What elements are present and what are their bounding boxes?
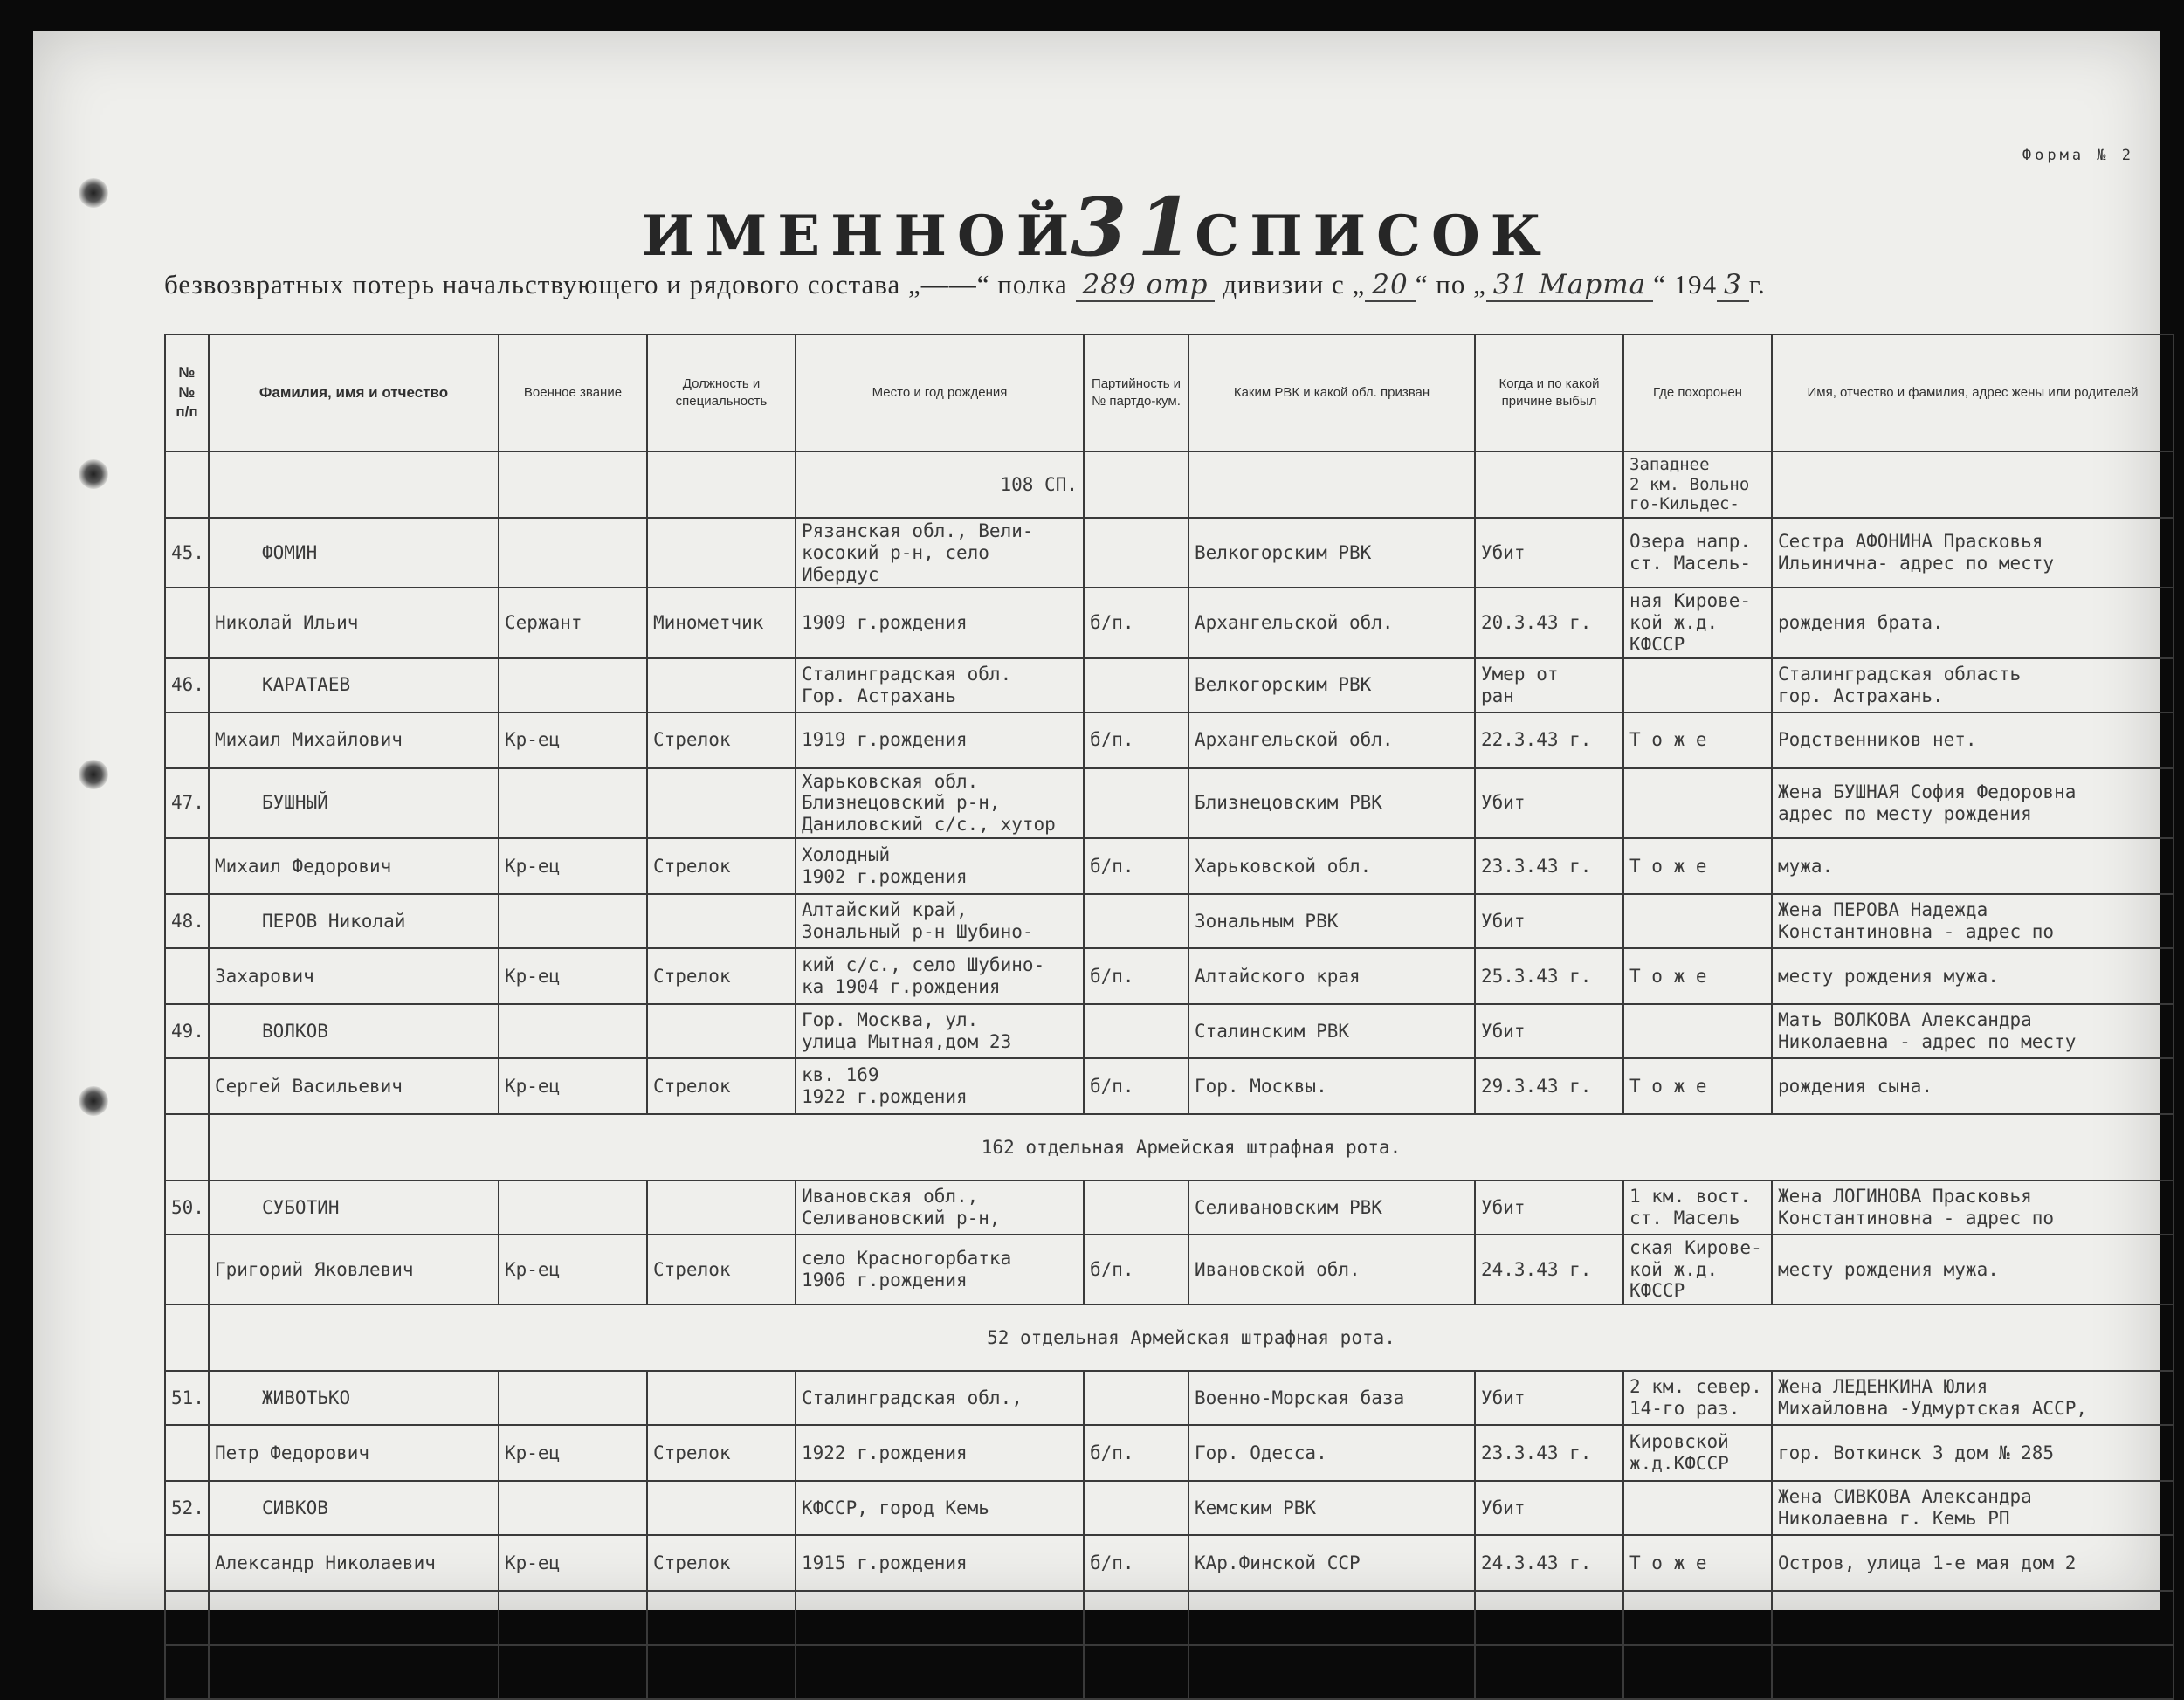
- table-header-row: [165, 334, 2174, 451]
- cell-burial: [1623, 1481, 1772, 1535]
- section-row: [165, 1304, 2174, 1371]
- subtitle-text-6: г.: [1748, 269, 1766, 299]
- cell-number: 49.: [165, 1004, 209, 1058]
- subtitle-date-from: 20: [1365, 269, 1415, 302]
- cell-kin: месту рождения мужа.: [1772, 1235, 2174, 1304]
- cell-kin: Мать ВОЛКОВА Александра Николаевна - адрес по месту: [1772, 1004, 2174, 1058]
- cell-party: [1084, 1004, 1188, 1058]
- cell-number: 50.: [165, 1180, 209, 1235]
- cell-birth: Сталинградская обл. Гор. Астрахань: [796, 658, 1084, 712]
- table-row: [165, 518, 2174, 588]
- cell-name: Михаил Федорович: [209, 838, 499, 894]
- table-row: [165, 658, 2174, 712]
- cell-rank: Кр-ец: [499, 1425, 647, 1481]
- cell-burial: [1623, 768, 1772, 838]
- cell-when: 25.3.43 г.: [1475, 948, 1623, 1004]
- cell-kin: Родственников нет.: [1772, 712, 2174, 768]
- cell-party: б/п.: [1084, 838, 1188, 894]
- subtitle-date-to: 31 Марта: [1486, 269, 1653, 302]
- table-row: [165, 948, 2174, 1004]
- header-party: Партийность и № партдо-кум.: [1084, 334, 1188, 451]
- cell-birth: Рязанская обл., Вели- косокий р-н, село Ибердус: [796, 518, 1084, 588]
- cell-birth: село Красногорбатка 1906 г.рождения: [796, 1235, 1084, 1304]
- cell-party: [1084, 894, 1188, 948]
- cell-number: [165, 712, 209, 768]
- cell-when: 24.3.43 г.: [1475, 1535, 1623, 1591]
- cell-burial: Т о ж е: [1623, 712, 1772, 768]
- section-row: [165, 451, 2174, 518]
- cell-party: б/п.: [1084, 1425, 1188, 1481]
- cell-rank: [499, 1180, 647, 1235]
- cell-kin: Жена ЛЕДЕНКИНА Юлия Михайловна -Удмуртская АССР,: [1772, 1371, 2174, 1425]
- header-rvk: Каким РВК и какой обл. призван: [1188, 334, 1475, 451]
- cell-rank: [499, 658, 647, 712]
- cell-position: [647, 1371, 796, 1425]
- cell-burial: 2 км. север. 14-го раз.: [1623, 1371, 1772, 1425]
- cell-position: Стрелок: [647, 838, 796, 894]
- cell-position: Стрелок: [647, 948, 796, 1004]
- cell-name: Захарович: [209, 948, 499, 1004]
- section-label: 162 отдельная Армейская штрафная рота.: [209, 1114, 2174, 1180]
- cell-name: СУБОТИН: [209, 1180, 499, 1235]
- table-row: [165, 768, 2174, 838]
- cell-position: Стрелок: [647, 712, 796, 768]
- cell-birth: Сталинградская обл.,: [796, 1371, 1084, 1425]
- cell-name: ФОМИН: [209, 518, 499, 588]
- punch-hole: [79, 1086, 108, 1116]
- blank-row: [165, 1591, 2174, 1645]
- cell-when: 29.3.43 г.: [1475, 1058, 1623, 1114]
- cell-burial: [1623, 658, 1772, 712]
- cell-party: б/п.: [1084, 948, 1188, 1004]
- cell-rank: Сержант: [499, 588, 647, 657]
- cell-burial: Кировской ж.д.КФССР: [1623, 1425, 1772, 1481]
- cell-number: 52.: [165, 1481, 209, 1535]
- cell-name: СИВКОВ: [209, 1481, 499, 1535]
- cell-birth: Ивановская обл., Селивановский р-н,: [796, 1180, 1084, 1235]
- cell-name: Николай Ильич: [209, 588, 499, 657]
- cell-when: 20.3.43 г.: [1475, 588, 1623, 657]
- cell-when: Убит: [1475, 518, 1623, 588]
- cell-name: ВОЛКОВ: [209, 1004, 499, 1058]
- cell-when: 23.3.43 г.: [1475, 1425, 1623, 1481]
- cell-burial: ная Кирове- кой ж.д. КФССР: [1623, 588, 1772, 657]
- cell-when: Убит: [1475, 1004, 1623, 1058]
- cell-birth: Холодный 1902 г.рождения: [796, 838, 1084, 894]
- cell-kin: Жена СИВКОВА Александра Николаевна г. Кемь РП: [1772, 1481, 2174, 1535]
- cell-rvk: Сталинским РВК: [1188, 1004, 1475, 1058]
- cell-party: [1084, 1371, 1188, 1425]
- cell-rank: [499, 1481, 647, 1535]
- cell-rank: Кр-ец: [499, 1058, 647, 1114]
- cell-kin: Остров, улица 1-е мая дом 2: [1772, 1535, 2174, 1591]
- subtitle-text-4: “ по „: [1415, 269, 1486, 299]
- cell-rank: Кр-ец: [499, 1535, 647, 1591]
- cell-number: [165, 588, 209, 657]
- cell-kin: Сестра АФОНИНА Прасковья Ильинична- адрес по месту: [1772, 518, 2174, 588]
- cell-position: [647, 1180, 796, 1235]
- cell-position: [647, 518, 796, 588]
- table-row: [165, 1004, 2174, 1058]
- cell-birth: Алтайский край, Зональный р-н Шубино-: [796, 894, 1084, 948]
- cell-kin: месту рождения мужа.: [1772, 948, 2174, 1004]
- cell-party: [1084, 1481, 1188, 1535]
- cell-position: Стрелок: [647, 1425, 796, 1481]
- table-row: [165, 894, 2174, 948]
- cell-position: [647, 1481, 796, 1535]
- cell-rvk: Алтайского края: [1188, 948, 1475, 1004]
- cell-party: б/п.: [1084, 1235, 1188, 1304]
- cell-position: Стрелок: [647, 1535, 796, 1591]
- cell-name: ЖИВОТЬКО: [209, 1371, 499, 1425]
- subtitle-text-5: “ 194: [1653, 269, 1718, 299]
- cell-position: Минометчик: [647, 588, 796, 657]
- cell-number: 48.: [165, 894, 209, 948]
- table-row: [165, 1058, 2174, 1114]
- cell-party: [1084, 1180, 1188, 1235]
- cell-number: 46.: [165, 658, 209, 712]
- cell-burial: Т о ж е: [1623, 1535, 1772, 1591]
- header-number: №№ п/п: [165, 334, 209, 451]
- cell-rvk: Гор. Одесса.: [1188, 1425, 1475, 1481]
- cell-rank: [499, 894, 647, 948]
- cell-burial: Т о ж е: [1623, 838, 1772, 894]
- cell-number: [165, 948, 209, 1004]
- cell-number: 45.: [165, 518, 209, 588]
- document-subtitle: [164, 269, 1766, 300]
- cell-rvk: Велкогорским РВК: [1188, 658, 1475, 712]
- header-name: Фамилия, имя и отчество: [209, 334, 499, 451]
- cell-party: б/п.: [1084, 1058, 1188, 1114]
- cell-number: [165, 1235, 209, 1304]
- cell-rank: Кр-ец: [499, 1235, 647, 1304]
- subtitle-blank: ——: [920, 269, 977, 299]
- cell-birth: Харьковская обл. Близнецовский р-н, Даниловский с/с., хутор: [796, 768, 1084, 838]
- title-right: СПИСОК: [1195, 203, 1553, 269]
- cell-rvk: Гор. Москвы.: [1188, 1058, 1475, 1114]
- cell-burial: Озера напр. ст. Масель-: [1623, 518, 1772, 588]
- cell-birth: Гор. Москва, ул. улица Мытная,дом 23: [796, 1004, 1084, 1058]
- cell-rvk: Зональным РВК: [1188, 894, 1475, 948]
- cell-burial: ская Кирове- кой ж.д. КФССР: [1623, 1235, 1772, 1304]
- cell-birth: 1915 г.рождения: [796, 1535, 1084, 1591]
- cell-when: Убит: [1475, 1180, 1623, 1235]
- blank-row: [165, 1645, 2174, 1699]
- cell-name: Михаил Михайлович: [209, 712, 499, 768]
- cell-rank: [499, 1004, 647, 1058]
- section-label: 108 СП.: [796, 451, 1084, 518]
- table-row: [165, 712, 2174, 768]
- table-row: [165, 838, 2174, 894]
- cell-kin: Жена ПЕРОВА Надежда Константиновна - адрес по: [1772, 894, 2174, 948]
- cell-number: 47.: [165, 768, 209, 838]
- cell-when: Убит: [1475, 1481, 1623, 1535]
- cell-kin: Жена ЛОГИНОВА Прасковья Константиновна - адрес по: [1772, 1180, 2174, 1235]
- cell-rvk: Кемским РВК: [1188, 1481, 1475, 1535]
- header-kin: Имя, отчество и фамилия, адрес жены или родителей: [1772, 334, 2174, 451]
- table-row: [165, 588, 2174, 657]
- cell-party: [1084, 768, 1188, 838]
- cell-position: Стрелок: [647, 1235, 796, 1304]
- cell-birth: 1922 г.рождения: [796, 1425, 1084, 1481]
- cell-number: [165, 838, 209, 894]
- cell-rvk: Ивановской обл.: [1188, 1235, 1475, 1304]
- cell-kin: рождения брата.: [1772, 588, 2174, 657]
- header-rank: Военное звание: [499, 334, 647, 451]
- document-sheet: [33, 31, 2160, 1610]
- table-row: [165, 1481, 2174, 1535]
- title-handwritten-number: 31: [1071, 180, 1204, 274]
- cell-rvk: Архангельской обл.: [1188, 712, 1475, 768]
- cell-kin: Жена БУШНАЯ София Федоровна адрес по месту рождения: [1772, 768, 2174, 838]
- cell-burial: Т о ж е: [1623, 1058, 1772, 1114]
- losses-table: [164, 334, 2174, 1700]
- cell-name: ПЕРОВ Николай: [209, 894, 499, 948]
- header-when: Когда и по какой причине выбыл: [1475, 334, 1623, 451]
- cell-rank: [499, 518, 647, 588]
- cell-name: Александр Николаевич: [209, 1535, 499, 1591]
- cell-rank: [499, 1371, 647, 1425]
- document-title: [33, 180, 2160, 274]
- cell-when: 24.3.43 г.: [1475, 1235, 1623, 1304]
- header-position: Должность и специальность: [647, 334, 796, 451]
- subtitle-text-3: дивизии с „: [1223, 269, 1366, 299]
- cell-name: Григорий Яковлевич: [209, 1235, 499, 1304]
- cell-number: [165, 1058, 209, 1114]
- cell-kin: мужа.: [1772, 838, 2174, 894]
- table-row: [165, 1235, 2174, 1304]
- punch-hole: [79, 760, 108, 789]
- cell-party: [1084, 658, 1188, 712]
- cell-position: Стрелок: [647, 1058, 796, 1114]
- subtitle-text-1: безвозвратных потерь начальствующего и рядового состава „: [164, 269, 921, 299]
- cell-rank: [499, 768, 647, 838]
- cell-party: б/п.: [1084, 588, 1188, 657]
- subtitle-division: 289 отр: [1076, 269, 1216, 302]
- cell-birth: 1909 г.рождения: [796, 588, 1084, 657]
- cell-rvk: Архангельской обл.: [1188, 588, 1475, 657]
- cell-position: [647, 768, 796, 838]
- cell-when: Убит: [1475, 768, 1623, 838]
- cell-birth: кв. 169 1922 г.рождения: [796, 1058, 1084, 1114]
- table-row: [165, 1425, 2174, 1481]
- table-row: [165, 1180, 2174, 1235]
- cell-number: [165, 1425, 209, 1481]
- cell-rvk: Велкогорским РВК: [1188, 518, 1475, 588]
- cell-name: Сергей Васильевич: [209, 1058, 499, 1114]
- cell-kin: Сталинградская область гор. Астрахань.: [1772, 658, 2174, 712]
- cell-name: Петр Федорович: [209, 1425, 499, 1481]
- form-label: Форма № 2: [2022, 147, 2134, 164]
- table-row: [165, 1535, 2174, 1591]
- cell-name: КАРАТАЕВ: [209, 658, 499, 712]
- cell-burial: [1623, 1004, 1772, 1058]
- cell-when: Умер от ран: [1475, 658, 1623, 712]
- cell-party: [1084, 518, 1188, 588]
- cell-when: 23.3.43 г.: [1475, 838, 1623, 894]
- cell-number: [165, 1535, 209, 1591]
- cell-kin: рождения сына.: [1772, 1058, 2174, 1114]
- cell-burial: [1623, 894, 1772, 948]
- cell-position: [647, 894, 796, 948]
- cell-rank: Кр-ец: [499, 838, 647, 894]
- cell-position: [647, 658, 796, 712]
- section-row: [165, 1114, 2174, 1180]
- cell-birth: кий с/с., село Шубино- ка 1904 г.рождения: [796, 948, 1084, 1004]
- header-burial: Где похоронен: [1623, 334, 1772, 451]
- records-body: [165, 518, 2174, 1591]
- cell-rvk: Харьковской обл.: [1188, 838, 1475, 894]
- cell-birth: 1919 г.рождения: [796, 712, 1084, 768]
- cell-party: б/п.: [1084, 1535, 1188, 1591]
- cell-when: Убит: [1475, 894, 1623, 948]
- cell-number: 51.: [165, 1371, 209, 1425]
- cell-rvk: Близнецовским РВК: [1188, 768, 1475, 838]
- cell-rank: Кр-ец: [499, 712, 647, 768]
- punch-hole: [79, 459, 108, 489]
- punch-hole: [79, 178, 108, 208]
- subtitle-text-2: “ полка: [976, 269, 1068, 299]
- table-row: [165, 1371, 2174, 1425]
- cell-burial: 1 км. вост. ст. Масель: [1623, 1180, 1772, 1235]
- cell-birth: КФССР, город Кемь: [796, 1481, 1084, 1535]
- cell-rvk: КАр.Финской ССР: [1188, 1535, 1475, 1591]
- cell-position: [647, 1004, 796, 1058]
- cell-rank: Кр-ец: [499, 948, 647, 1004]
- burial-note: Западнее 2 км. Вольно го-Кильдес-: [1623, 451, 1772, 518]
- cell-burial: Т о ж е: [1623, 948, 1772, 1004]
- header-birth: Место и год рождения: [796, 334, 1084, 451]
- section-label: 52 отдельная Армейская штрафная рота.: [209, 1304, 2174, 1371]
- cell-name: БУШНЫЙ: [209, 768, 499, 838]
- cell-party: б/п.: [1084, 712, 1188, 768]
- cell-when: Убит: [1475, 1371, 1623, 1425]
- cell-when: 22.3.43 г.: [1475, 712, 1623, 768]
- title-left: ИМЕННОЙ: [641, 203, 1080, 269]
- subtitle-year-digit: 3: [1717, 269, 1749, 302]
- cell-rvk: Селивановским РВК: [1188, 1180, 1475, 1235]
- cell-rvk: Военно-Морская база: [1188, 1371, 1475, 1425]
- cell-kin: гор. Воткинск 3 дом № 285: [1772, 1425, 2174, 1481]
